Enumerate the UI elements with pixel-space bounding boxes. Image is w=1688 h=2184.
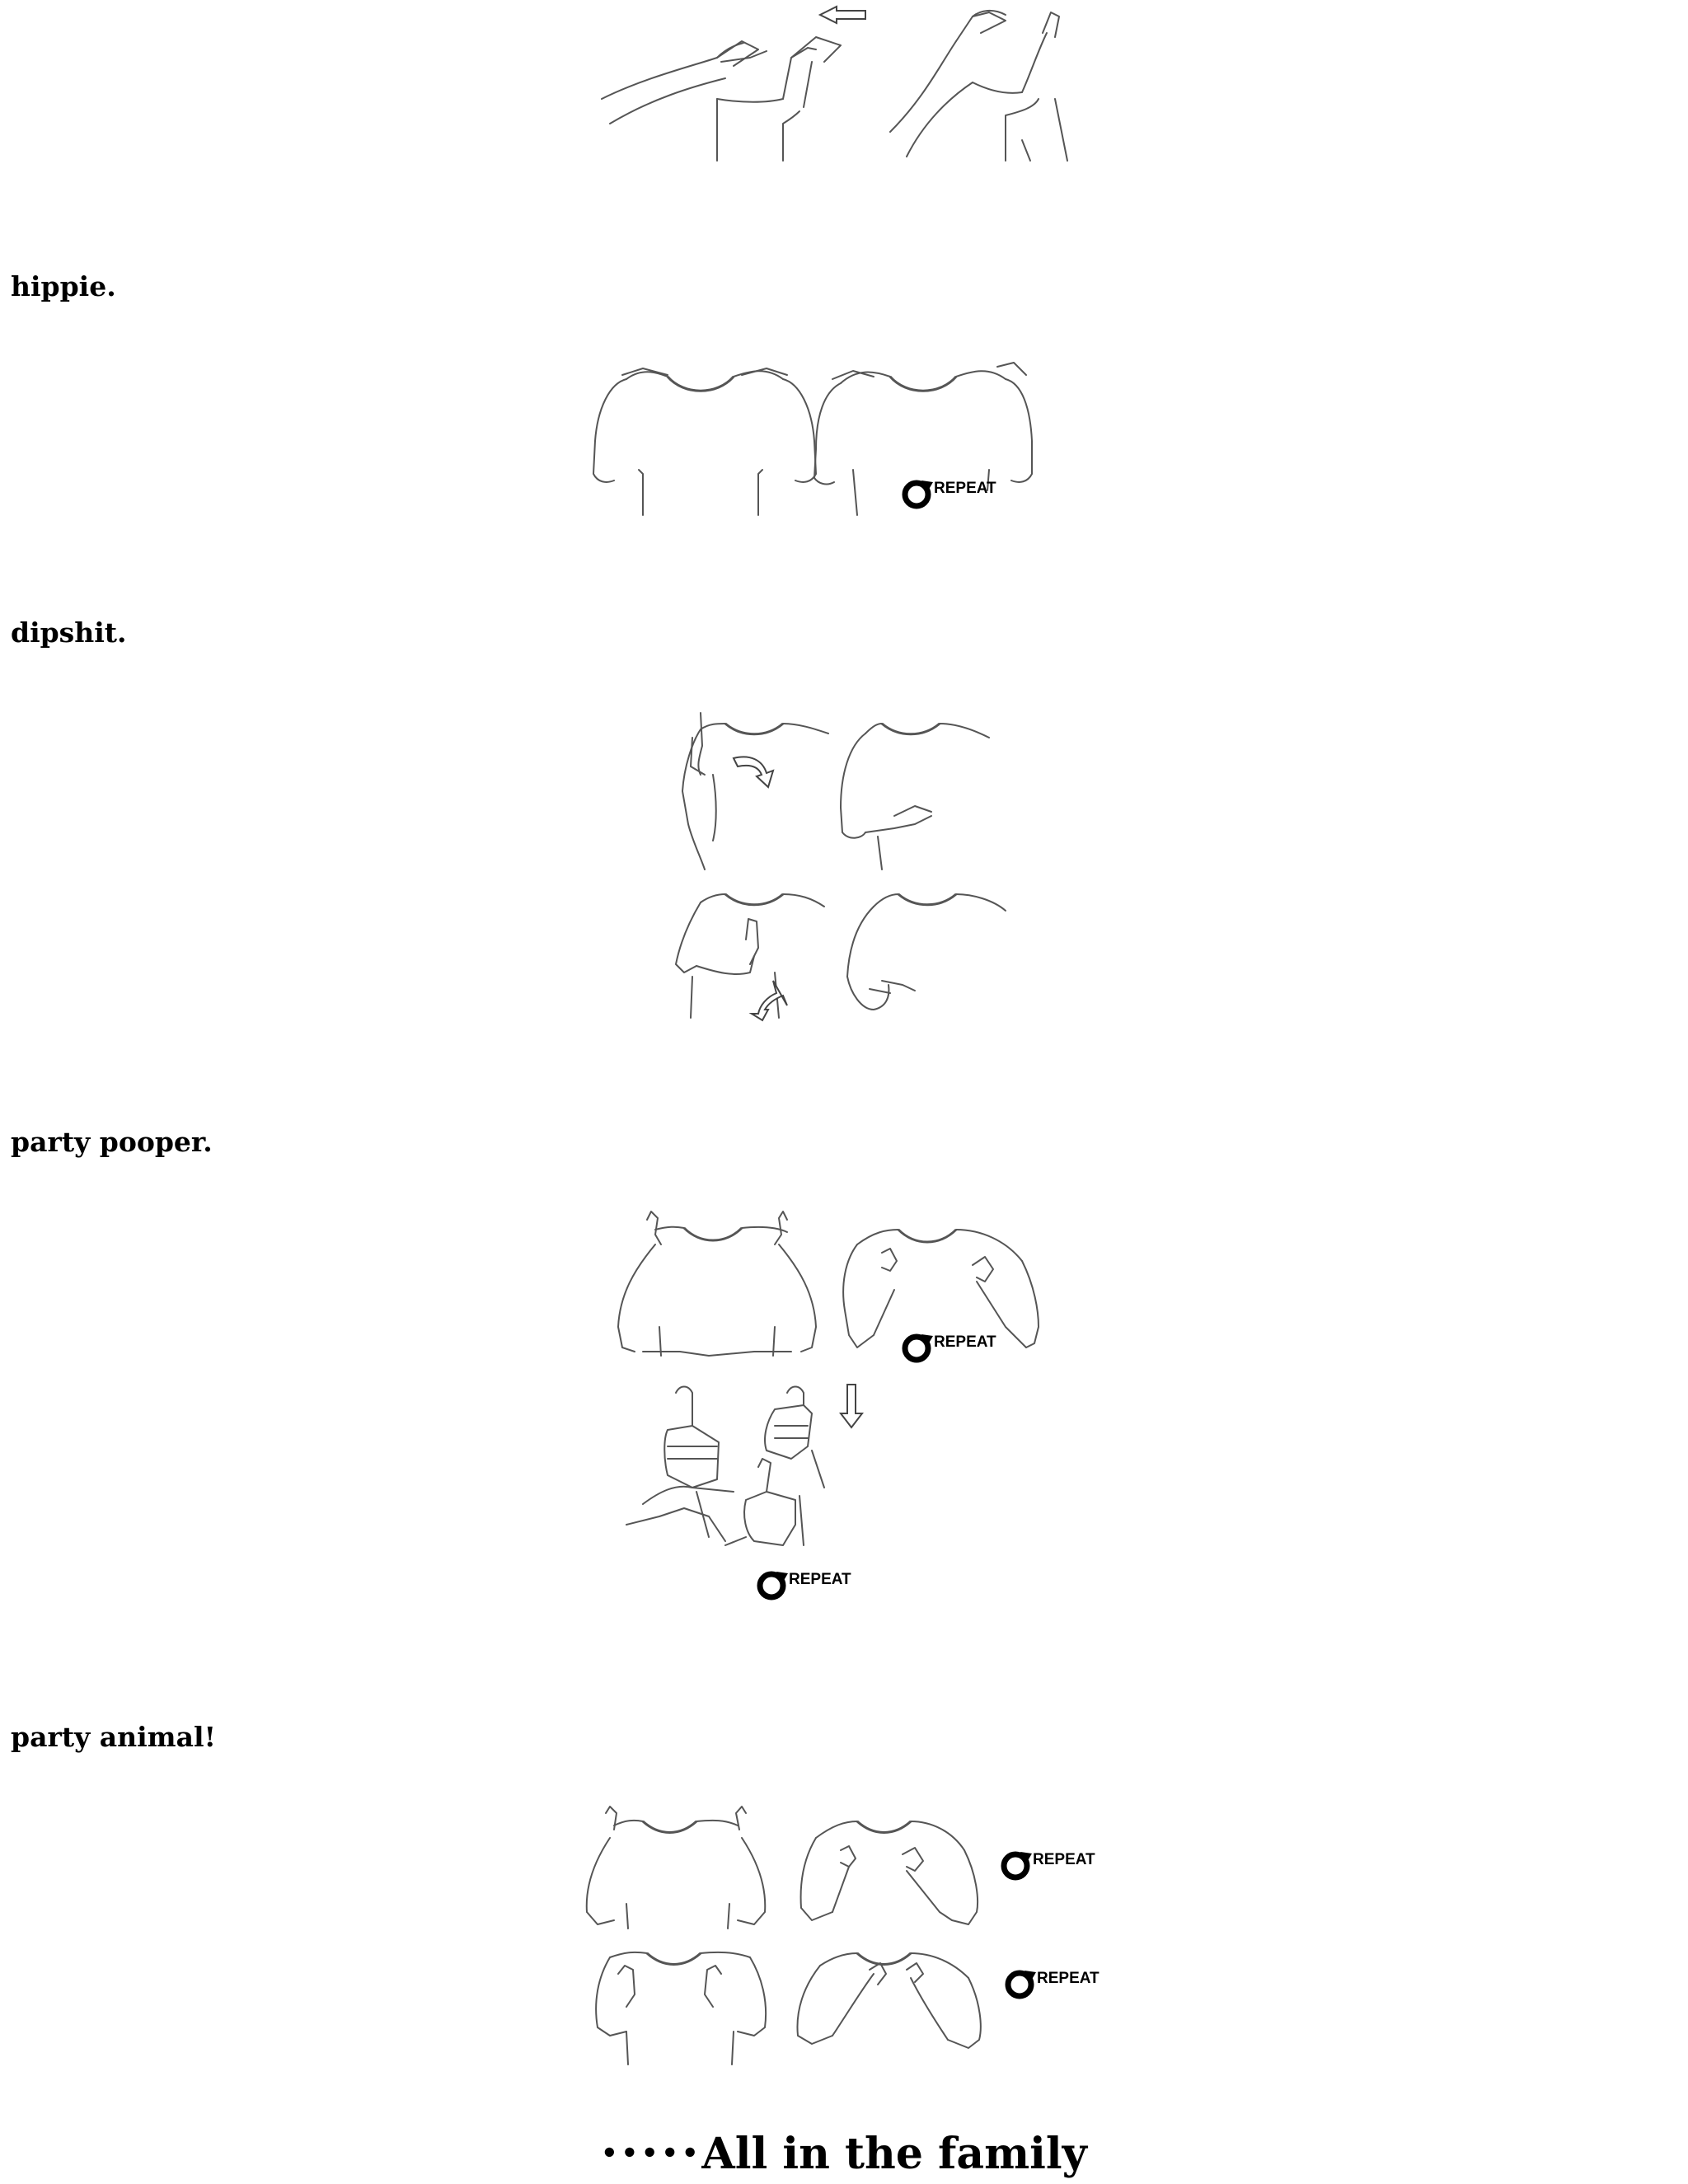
repeat-label: REPEAT (1033, 1851, 1095, 1868)
repeat-icon (1004, 1852, 1032, 1877)
sign-term: party pooper. (11, 1126, 213, 1158)
repeat-label: REPEAT (1037, 1970, 1100, 1987)
repeat-icon (1008, 1971, 1036, 1996)
left-arrow-icon (820, 7, 865, 23)
repeat-icon (905, 1334, 933, 1360)
sign-term: dipshit. (11, 616, 127, 649)
curved-arrow-icon (734, 757, 773, 787)
sign-illustration-party-animal (577, 1805, 1113, 2077)
section-bullets: ••••• (601, 2137, 702, 2168)
sign-illustration-hippie (577, 359, 1088, 523)
sign-term: hippie. (11, 270, 116, 302)
repeat-label: REPEAT (934, 480, 996, 497)
repeat-icon (905, 480, 933, 506)
repeat-label: REPEAT (934, 1333, 996, 1351)
sign-illustration-party-pooper (610, 1212, 1088, 1624)
sign-illustration-previous (593, 0, 1104, 165)
sign-illustration-dipshit (668, 709, 1014, 1022)
sign-term: party animal! (11, 1721, 216, 1753)
repeat-icon (760, 1572, 788, 1597)
repeat-label: REPEAT (789, 1571, 851, 1588)
section-heading (0, 2126, 1688, 2181)
down-arrow-icon (841, 1385, 862, 1427)
down-arrow-icon (752, 981, 787, 1020)
section-title: All in the family (701, 2129, 1087, 2179)
